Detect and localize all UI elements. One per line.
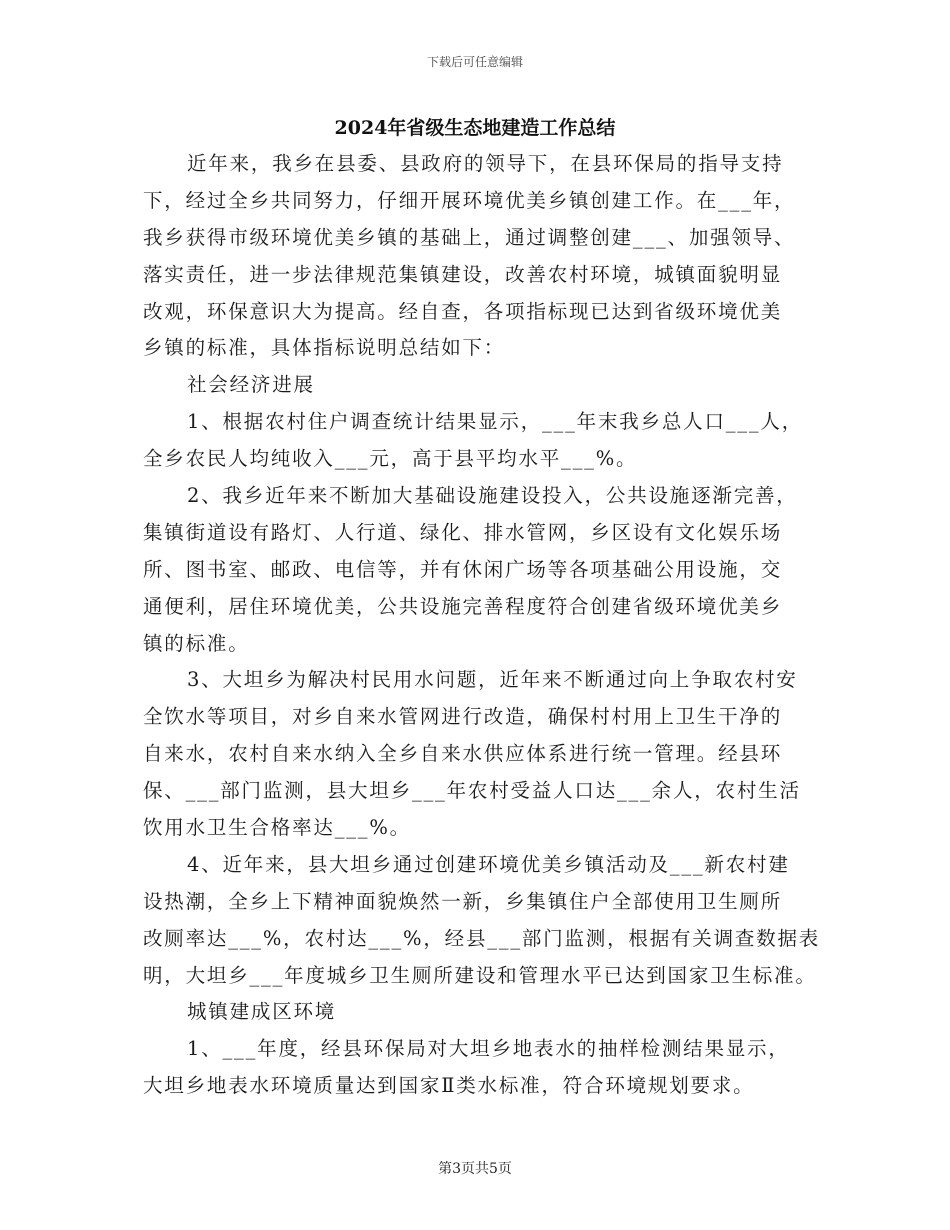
text-line: 改观，环保意识大为提高。经自查，各项指标现已达到省级环境优美: [143, 299, 783, 323]
text-line: 通便利，居住环境优美，公共设施完善程度符合创建省级环境优美乡: [143, 594, 783, 618]
text-line: 改厕率达___%，农村达___%，经县___部门监测，根据有关调查数据表: [143, 926, 821, 950]
text-line: 4、近年来，县大坦乡通过创建环境优美乡镇活动及___新农村建: [187, 852, 790, 876]
text-line: 1、___年度，经县环保局对大坦乡地表水的抽样检测结果显示，: [187, 1037, 790, 1061]
text-line: 近年来，我乡在县委、县政府的领导下，在县环保局的指导支持: [187, 152, 784, 175]
section-heading: 城镇建成区环境: [187, 1000, 337, 1024]
text-line: 饮用水卫生合格率达___%。: [143, 816, 411, 840]
download-note: 下载后可任意编辑: [426, 55, 523, 69]
section-heading: 社会经济进展: [187, 373, 315, 397]
text-line: 2、我乡近年来不断加大基础设施建设投入，公共设施逐渐完善，: [187, 484, 798, 508]
document-body: [143, 146, 821, 1105]
text-line: 设热潮，全乡上下精神面貌焕然一新，乡集镇住户全部使用卫生厕所: [143, 889, 783, 913]
text-line: 镇的标准。: [143, 631, 250, 655]
text-line: 所、图书室、邮政、电信等，并有休闲广场等各项基础公用设施，交: [143, 557, 783, 581]
text-line: 全饮水等项目，对乡自来水管网进行改造，确保村村用上卫生干净的: [143, 705, 783, 729]
text-line: 我乡获得市级环境优美乡镇的基础上，通过调整创建___、加强领导、: [143, 225, 796, 249]
page-number: 第3页共5页: [438, 1161, 512, 1177]
text-line: 保、___部门监测，县大坦乡___年农村受益人口达___余人，农村生活: [143, 779, 801, 803]
document-title: 2024年省级生态地建造工作总结: [334, 117, 616, 139]
text-line: 落实责任，进一步法律规范集镇建设，改善农村环境，城镇面貌明显: [143, 262, 783, 286]
text-line: 自来水，农村自来水纳入全乡自来水供应体系进行统一管理。经县环: [143, 742, 783, 766]
text-line: 集镇街道设有路灯、人行道、绿化、排水管网，乡区设有文化娱乐场: [143, 520, 783, 544]
text-line: 大坦乡地表水环境质量达到国家Ⅱ类水标准，符合环境规划要求。: [143, 1074, 755, 1098]
text-line: 1、根据农村住户调查统计结果显示，___年末我乡总人口___人，: [187, 410, 804, 434]
text-line: 乡镇的标准，具体指标说明总结如下：: [143, 336, 506, 360]
text-line: 明，大坦乡___年度城乡卫生厕所建设和管理水平已达到国家卫生标准。: [143, 963, 817, 987]
text-line: 全乡农民人均纯收入___元，高于县平均水平___%。: [143, 447, 638, 471]
text-line: 3、大坦乡为解决村民用水问题，近年来不断通过向上争取农村安: [187, 668, 798, 692]
text-line: 下，经过全乡共同努力，仔细开展环境优美乡镇创建工作。在___年，: [143, 188, 796, 212]
